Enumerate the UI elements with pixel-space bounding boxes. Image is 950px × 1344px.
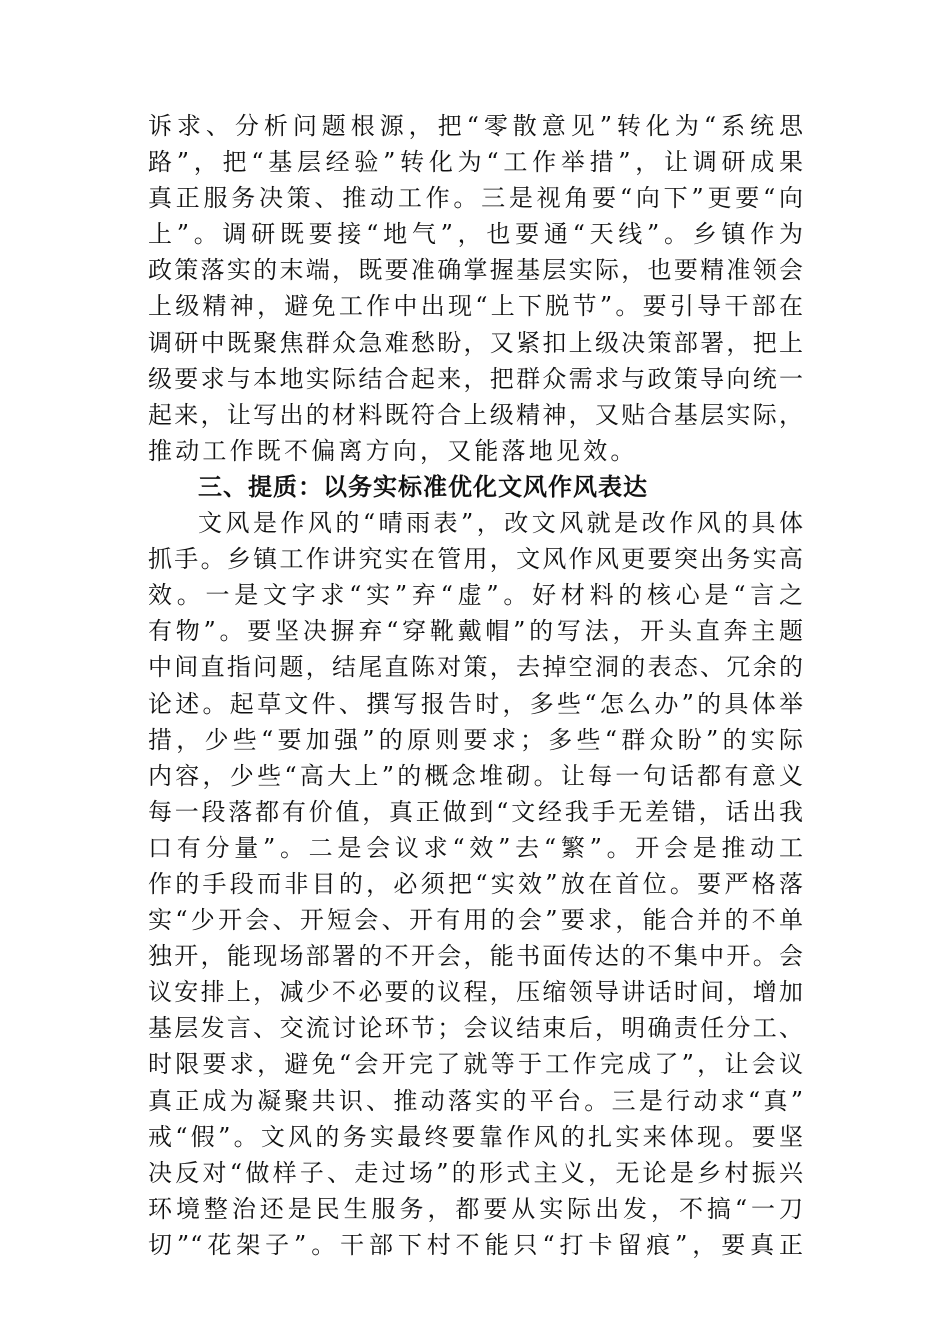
text-line: 决反对“做样子、走过场”的形式主义，无论是乡村振兴: [148, 1158, 804, 1187]
text-line: 口有分量”。二是会议求“效”去“繁”。开会是推动工: [148, 833, 804, 862]
text-line: 措，少些“要加强”的原则要求；多些“群众盼”的实际: [148, 725, 804, 754]
text-line: 有物”。要坚决摒弃“穿靴戴帽”的写法，开头直奔主题: [148, 617, 804, 646]
text-line: 实“少开会、开短会、开有用的会”要求，能合并的不单: [148, 906, 804, 935]
text-line: 上级精神，避免工作中出现“上下脱节”。要引导干部在: [148, 292, 804, 321]
text-line: 真正服务决策、推动工作。三是视角要“向下”更要“向: [148, 184, 804, 213]
text-line: 基层发言、交流讨论环节；会议结束后，明确责任分工、: [148, 1014, 804, 1043]
paragraph-writing-style: [148, 505, 804, 1263]
section-heading: 三、提质：以务实标准优化文风作风表达: [198, 472, 648, 501]
text-line: 级要求与本地实际结合起来，把群众需求与政策导向统一: [148, 364, 804, 393]
text-line: 效。一是文字求“实”弃“虚”。好材料的核心是“言之: [148, 581, 804, 610]
text-line: 切”“花架子”。干部下村不能只“打卡留痕”，要真正: [148, 1230, 804, 1259]
text-line: 议安排上，减少不必要的议程，压缩领导讲话时间，增加: [148, 978, 804, 1007]
paragraph-continued: [148, 108, 804, 469]
text-line: 路”，把“基层经验”转化为“工作举措”，让调研成果: [148, 148, 804, 177]
text-line: 时限要求，避免“会开完了就等于工作完成了”，让会议: [148, 1050, 804, 1079]
text-line: 独开，能现场部署的不开会，能书面传达的不集中开。会: [148, 942, 804, 971]
text-line: 抓手。乡镇工作讲究实在管用，文风作风更要突出务实高: [148, 545, 804, 574]
text-line: 推动工作既不偏离方向，又能落地见效。: [148, 436, 638, 465]
text-line: 论述。起草文件、撰写报告时，多些“怎么办”的具体举: [148, 689, 804, 718]
text-line: 每一段落都有价值，真正做到“文经我手无差错，话出我: [148, 797, 804, 826]
text-line: 上”。调研既要接“地气”，也要通“天线”。乡镇作为: [148, 220, 804, 249]
text-line: 内容，少些“高大上”的概念堆砌。让每一句话都有意义: [148, 761, 804, 790]
text-line: 环境整治还是民生服务，都要从实际出发，不搞“一刀: [148, 1194, 804, 1223]
text-line: 文风是作风的“晴雨表”，改文风就是改作风的具体: [198, 509, 804, 538]
text-line: 真正成为凝聚共识、推动落实的平台。三是行动求“真”: [148, 1086, 804, 1115]
text-line: 诉求、分析问题根源，把“零散意见”转化为“系统思: [148, 112, 804, 140]
text-line: 调研中既聚焦群众急难愁盼，又紧扣上级决策部署，把上: [148, 328, 804, 357]
text-line: 作的手段而非目的，必须把“实效”放在首位。要严格落: [148, 869, 804, 898]
document-page: [148, 108, 804, 1263]
text-line: 中间直指问题，结尾直陈对策，去掉空洞的表态、冗余的: [148, 653, 804, 682]
text-line: 政策落实的末端，既要准确掌握基层实际，也要精准领会: [148, 256, 804, 285]
text-line: 戒“假”。文风的务实最终要靠作风的扎实来体现。要坚: [148, 1122, 804, 1151]
text-line: 起来，让写出的材料既符合上级精神，又贴合基层实际，: [148, 400, 804, 429]
